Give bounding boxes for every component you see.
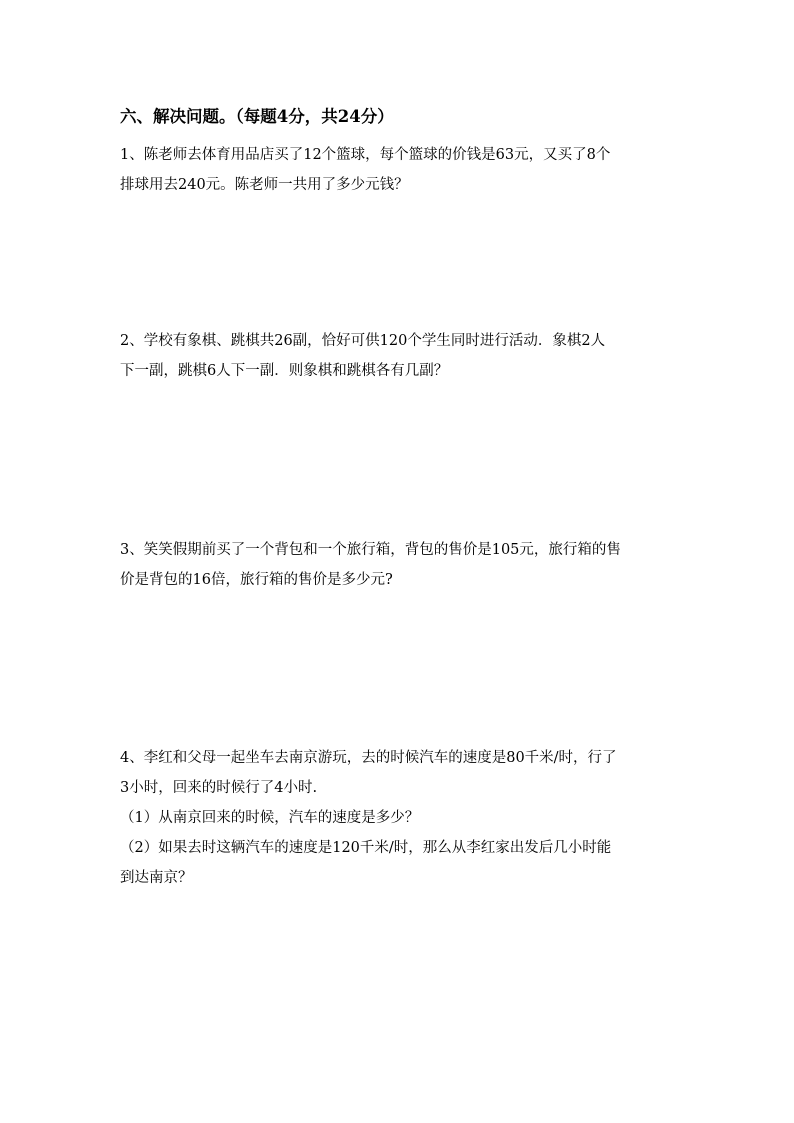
question-2-line-1: 2、学校有象棋、跳棋共26副，恰好可供120个学生同时进行活动．象棋2人 — [120, 333, 606, 349]
section-title: 六、解决问题。（每题4分，共24分） — [120, 107, 394, 126]
question-3-line-1: 3、笑笑假期前买了一个背包和一个旅行箱，背包的售价是105元，旅行箱的售 — [120, 542, 621, 558]
question-4-line-1: 4、李红和父母一起坐车去南京游玩，去的时候汽车的速度是80千米/时，行了 — [120, 750, 617, 766]
question-4-subquestion-2-line-1: （2）如果去时这辆汽车的速度是120千米/时，那么从李红家出发后几小时能 — [120, 840, 612, 856]
question-2 — [120, 326, 680, 386]
question-1-line-2: 排球用去240元。陈老师一共用了多少元钱？ — [120, 177, 409, 193]
question-1 — [120, 140, 680, 200]
question-3 — [120, 535, 680, 595]
question-4-subquestion-2-line-2: 到达南京？ — [120, 870, 193, 886]
question-1-line-1: 1、陈老师去体育用品店买了12个篮球，每个篮球的价钱是63元，又买了8个 — [120, 147, 611, 163]
question-2-line-2: 下一副，跳棋6人下一副．则象棋和跳棋各有几副？ — [120, 363, 449, 379]
question-3-line-2: 价是背包的16倍，旅行箱的售价是多少元? — [120, 572, 393, 588]
question-4-subquestion-1: （1）从南京回来的时候，汽车的速度是多少？ — [120, 810, 420, 826]
question-4 — [120, 743, 680, 893]
question-4-line-2: 3小时，回来的时候行了4小时. — [120, 780, 318, 796]
